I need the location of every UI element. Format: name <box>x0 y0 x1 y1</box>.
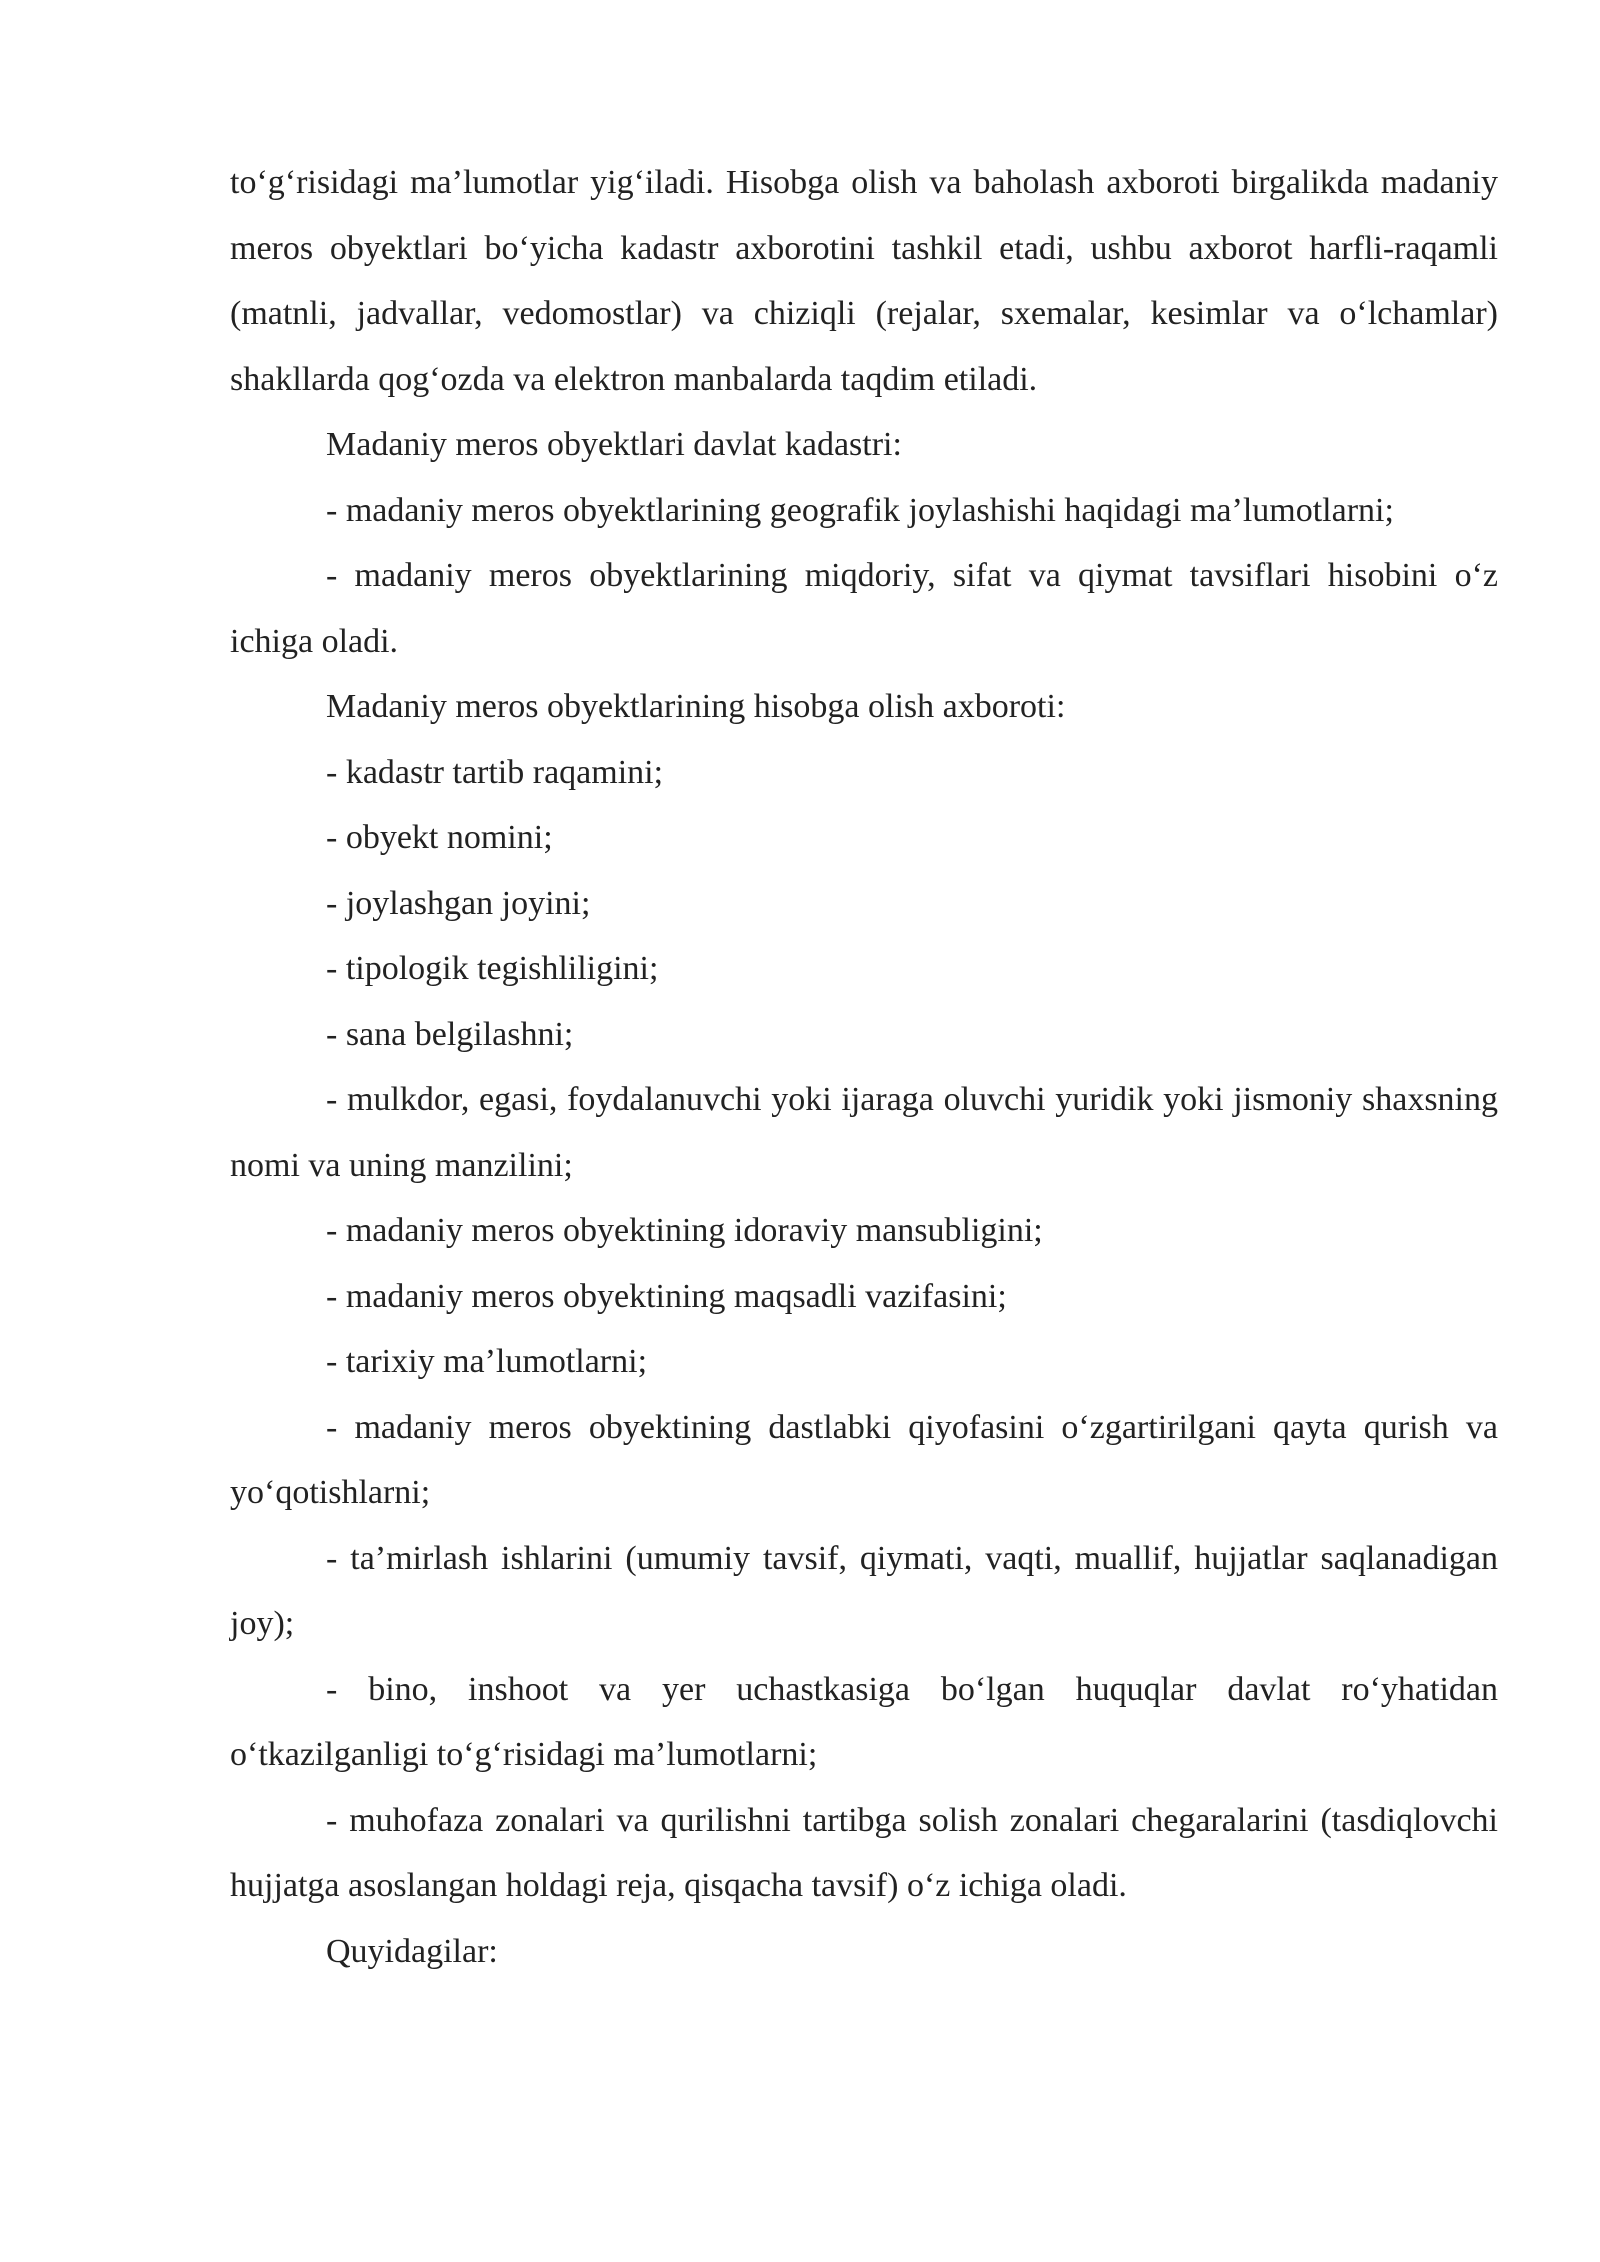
section-heading: Madaniy meros obyektlari davlat kadastri: <box>326 426 902 463</box>
list-item: - ta’mirlash ishlarini (umumiy tavsif, qiymati, vaqti, muallif, hujjatlar saqlanadigan joy); <box>230 1539 1498 1642</box>
list-item: - tipologik tegishliligini; <box>326 950 659 987</box>
list-item: - tarixiy ma’lumotlarni; <box>326 1343 648 1380</box>
list-item: - obyekt nomini; <box>326 819 553 856</box>
list-item: - madaniy meros obyektining dastlabki qiyofasini o‘zgartirilgani qayta qurish va yo‘qotishlarni; <box>230 1408 1498 1511</box>
list-item: - sana belgilashni; <box>326 1015 574 1053</box>
list-item: - madaniy meros obyektining idoraviy mansubligini; <box>326 1212 1043 1249</box>
document-page <box>230 150 1498 1984</box>
list-item: - madaniy meros obyektlarining geografik joylashishi haqidagi ma’lumotlarni; <box>326 491 1394 529</box>
list-item: - joylashgan joyini; <box>326 884 591 922</box>
list-item: - madaniy meros obyektining maqsadli vazifasini; <box>326 1277 1007 1315</box>
paragraph: to‘g‘risidagi ma’lumotlar yig‘iladi. Hisobga olish va baholash axboroti birgalikda madaniy meros obyektlari bo‘yicha kadastr axborotini tashkil etadi, ushbu axborot harfli-raqamli (matnli, jadvallar, vedomostlar) va chiziqli (rejalar, sxemalar, kesimlar va o‘lchamlar) shakllarda qog‘ozda va elektron manbalarda taqdim etiladi. <box>230 164 1498 398</box>
list-item: - muhofaza zonalari va qurilishni tartibga solish zonalari chegaralarini (tasdiqlovchi hujjatga asoslangan holdagi reja, qisqacha tavsif) o‘z ichiga oladi. <box>230 1801 1498 1904</box>
section-heading: Quyidagilar: <box>326 1932 498 1970</box>
section-heading: Madaniy meros obyektlarining hisobga olish axboroti: <box>326 688 1066 725</box>
list-item: - kadastr tartib raqamini; <box>326 753 664 791</box>
list-item: - madaniy meros obyektlarining miqdoriy, sifat va qiymat tavsiflari hisobini o‘z ichiga oladi. <box>230 557 1498 660</box>
list-item: - bino, inshoot va yer uchastkasiga bo‘lgan huquqlar davlat ro‘yhatidan o‘tkazilganligi to‘g‘risidagi ma’lumotlarni; <box>230 1670 1498 1773</box>
list-item: - mulkdor, egasi, foydalanuvchi yoki ijaraga oluvchi yuridik yoki jismoniy shaxsning nomi va uning manzilini; <box>230 1081 1498 1184</box>
